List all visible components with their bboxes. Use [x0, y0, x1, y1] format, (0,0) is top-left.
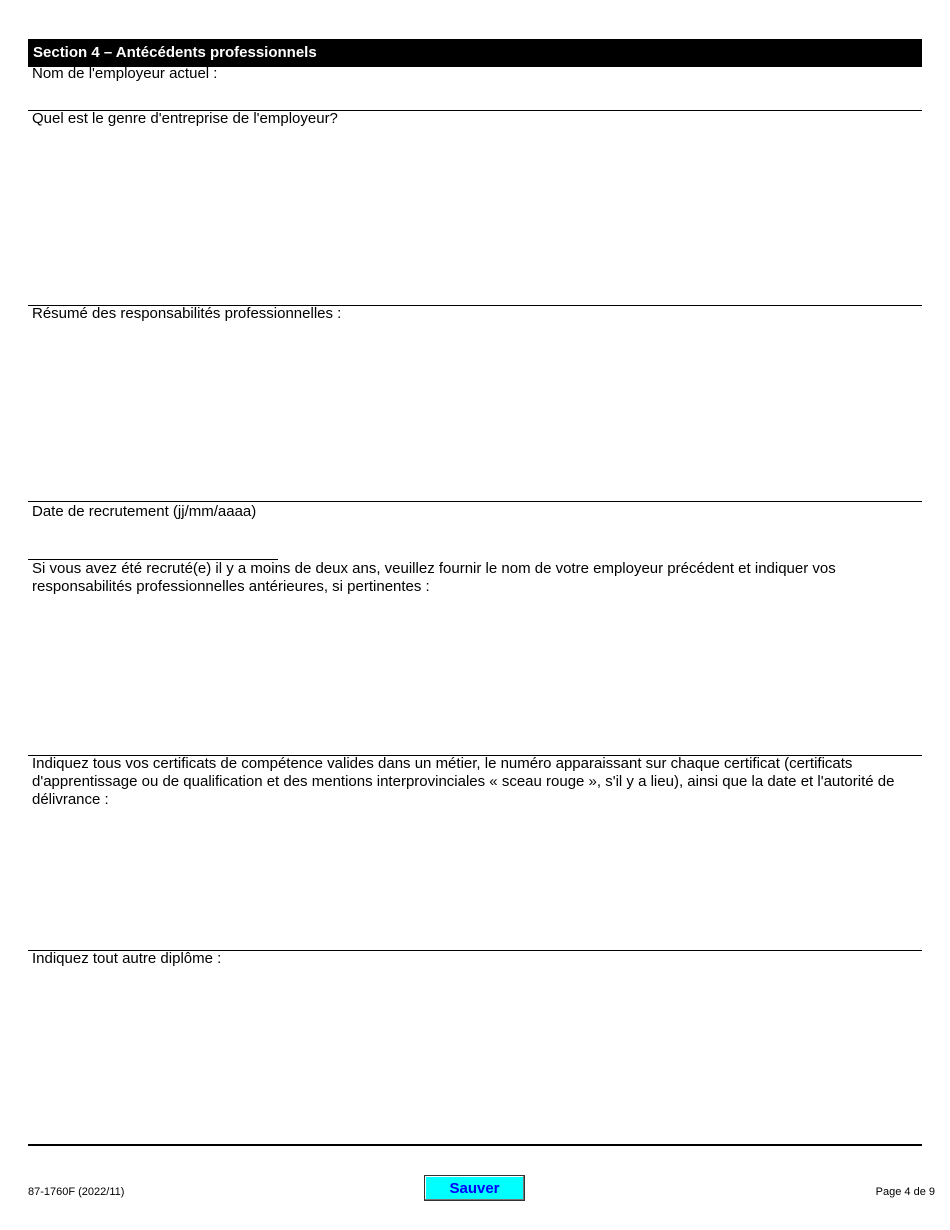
certificates-label: Indiquez tous vos certificats de compétence valides dans un métier, le numéro apparaissant sur chaque certificat (certificats d'apprentissage ou de qualification et des mentions interprovinciales « sceau rouge », s'il y a lieu), ainsi que la date et l'autorité de délivrance : — [32, 755, 895, 808]
other-diploma-label: Indiquez tout autre diplôme : — [32, 950, 222, 967]
business-type-field[interactable] — [28, 129, 922, 306]
footer-divider — [28, 1144, 922, 1146]
current-employer-field[interactable] — [28, 84, 922, 111]
save-button[interactable]: Sauver — [424, 1175, 525, 1201]
other-diploma-field[interactable] — [28, 969, 922, 1144]
section-header: Section 4 – Antécédents professionnels — [28, 39, 922, 67]
form-number: 87-1760F (2022/11) — [28, 1186, 125, 1198]
business-type-label: Quel est le genre d'entreprise de l'employeur? — [32, 110, 338, 127]
responsibilities-label: Résumé des responsabilités professionnelles : — [32, 305, 342, 322]
certificates-field[interactable] — [28, 810, 922, 951]
previous-employer-label: Si vous avez été recruté(e) il y a moins de deux ans, veuillez fournir le nom de votre employeur précédent et indiquer vos responsabilités professionnelles antérieures, si pertinentes : — [32, 560, 836, 595]
hire-date-label: Date de recrutement (jj/mm/aaaa) — [32, 503, 257, 520]
responsibilities-field[interactable] — [28, 324, 922, 502]
page-number: Page 4 de 9 — [875, 1186, 935, 1198]
previous-employer-field[interactable] — [28, 597, 922, 756]
hire-date-field[interactable] — [28, 522, 278, 560]
current-employer-label: Nom de l'employeur actuel : — [32, 65, 218, 82]
